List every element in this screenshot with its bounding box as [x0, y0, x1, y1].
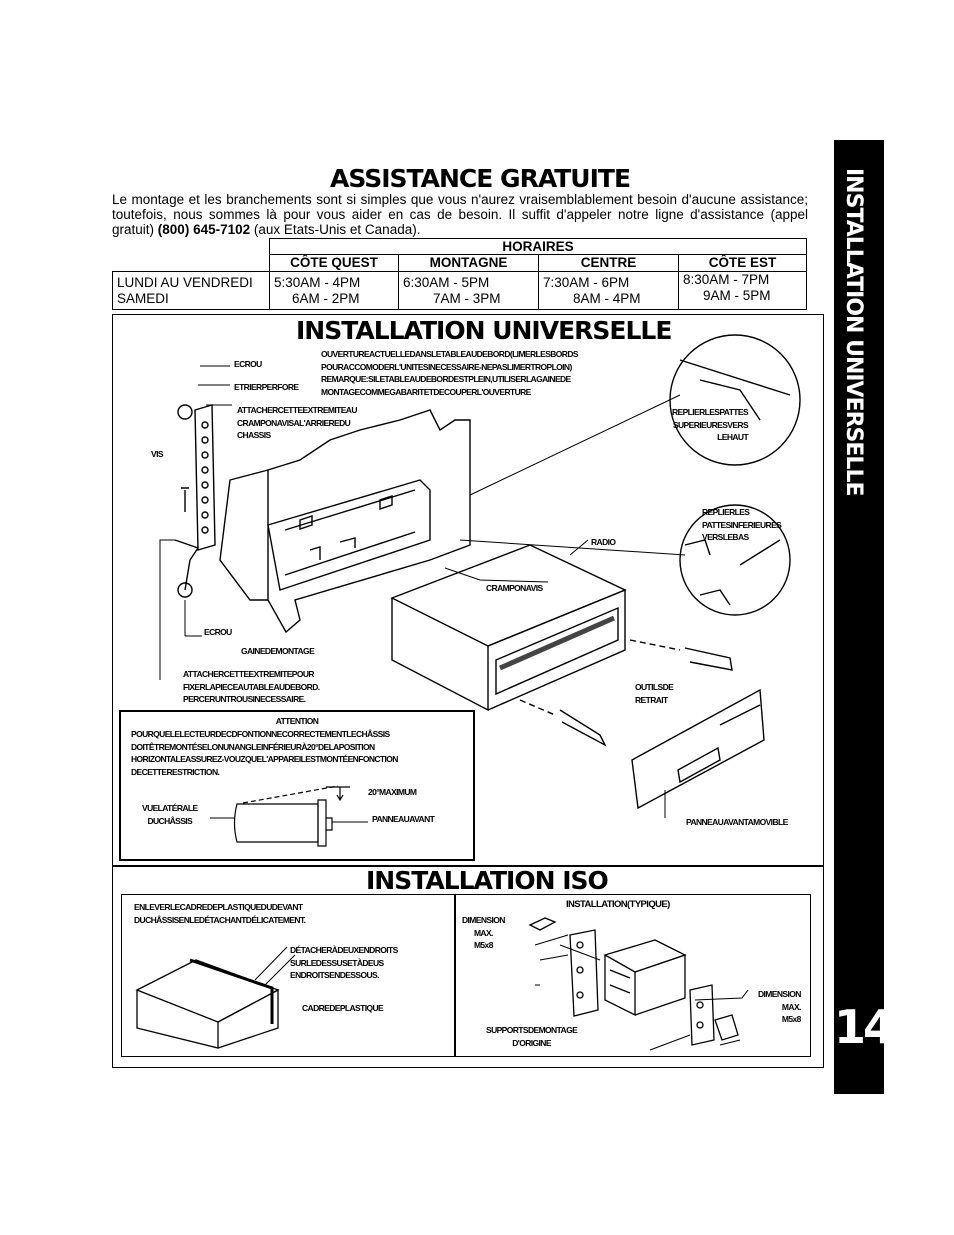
label-ecrou-top: ECROU — [234, 359, 262, 369]
col-header: CÔTE EST — [679, 255, 807, 272]
label-dim-left: DIMENSION MAX. M5x8 — [462, 915, 505, 950]
col-header: CÔTE QUEST — [270, 255, 399, 272]
label-crampon: CRAMPONAVIS — [486, 583, 543, 593]
hours-title: HORAIRES — [270, 239, 807, 255]
label-attach-rear: ATTACHERCETTEEXTREMITEAU CRAMPONAVISAL'ARRIEREDU CHASSIS — [237, 405, 357, 440]
label-side-view: VUELATÉRALE DUCHÂSSIS — [142, 803, 198, 826]
label-vis: VIS — [151, 449, 163, 459]
label-detach: DÉTACHERÀDEUXENDROITS SURLEDESSUSETÀDEUS ENDROITSENDESSOUS. — [290, 945, 398, 980]
hours-cell: 6AM - 2PM — [292, 291, 360, 306]
hours-cell: 7:30AM - 6PM — [543, 275, 630, 290]
label-radio: RADIO — [591, 537, 616, 547]
universal-title: INSTALLATION UNIVERSELLE — [296, 316, 672, 345]
attention-text: POURQUELELECTEURDECDFONTIONNECORRECTEMENTLECHÂSSIS DOITÊTREMONTÉSELONUNANGLEINFÉRIEURÀ20°DELAPOSITION HORIZONTALEASSUREZ-VOUZQUEL'APPAREILESTMONTÉENFONCTION DECETTERESTRICTION. — [131, 729, 398, 777]
hours-cell: 7AM - 3PM — [433, 291, 501, 306]
iso-left-text: ENLEVERLECADREDEPLASTIQUEDUDEVANT DUCHÂSSISENLEDÉTACHANTDÉLICATEMENT. — [134, 902, 306, 925]
label-ecrou-bottom: ECROU — [204, 627, 232, 637]
hours-cell: 5:30AM - 4PM — [274, 275, 361, 290]
phone-number: (800) 645-7102 — [157, 222, 251, 237]
label-typical: INSTALLATION(TYPIQUE) — [566, 899, 670, 910]
row-label: SAMEDI — [117, 291, 169, 306]
label-front: PANNEAUAVANT — [372, 814, 435, 824]
assistance-title: ASSISTANCE GRATUITE — [330, 164, 631, 193]
label-front-panel: PANNEAUAVANTAMOVIBLE — [686, 817, 788, 827]
hours-cell: 8AM - 4PM — [573, 291, 641, 306]
label-cadre: CADREDEPLASTIQUE — [302, 1003, 384, 1013]
label-fold-up: REPLIERLESPATTES SUPERIEURESVERS LEHAUT — [672, 407, 749, 442]
hours-cell: 9AM - 5PM — [703, 288, 771, 303]
col-header: CENTRE — [539, 255, 679, 272]
page-number: 14 — [834, 1000, 893, 1054]
label-dim-right: DIMENSION MAX. M5x8 — [758, 989, 801, 1024]
sidebar-label: INSTALLATION UNIVERSELLE — [841, 168, 866, 496]
assistance-intro: Le montage et les branchements sont si simples que vous n'aurez vraisemblablement besoin d'aucune assistance; toutefois, nous sommes là pour vous aider en cas de besoin. Il suffit d'appeler notre ligne d'assistance (appel gratuit) (800) 645-7102 (aux Etats-Unis et Canada). — [112, 192, 808, 237]
iso-title: INSTALLATION ISO — [366, 866, 608, 895]
label-etrier: ETRIERPERFORE — [234, 382, 299, 392]
col-header: MONTAGNE — [399, 255, 539, 272]
attention-title: ATTENTION — [275, 716, 319, 726]
label-supports: SUPPORTSDEMONTAGE D'ORIGINE — [486, 1025, 578, 1048]
row-label: LUNDI AU VENDREDI — [117, 275, 253, 290]
label-max-angle: 20°MAXIMUM — [368, 787, 417, 797]
hours-cell: 8:30AM - 7PM — [683, 272, 770, 287]
label-gaine: GAINEDEMONTAGE — [241, 646, 315, 656]
label-fold-down: REPLIERLES PATTESINFERIEURES VERSLEBAS — [702, 507, 782, 542]
label-attach-dash: ATTACHERCETTEEXTREMITEPOUR FIXERLAPIECEAUTABLEAUDEBORD. PERCERUNTROUSINECESSAIRE. — [183, 669, 320, 704]
hours-cell: 6:30AM - 5PM — [403, 275, 490, 290]
label-opening: OUVERTUREACTUELLEDANSLETABLEAUDEBORD(LIMERLESBORDS POURACCOMODERL'UNITESINECESSAIRE-NEPASLIMERTROPLOIN) REMARQUE:SILETABLEAUDEBORDESTPLEIN,UTILISERLAGAINEDE MONTAGECOMMEGABARITETDECOUPERL'OUVERTURE — [321, 349, 578, 397]
label-tools: OUTILSDE RETRAIT — [635, 682, 674, 705]
